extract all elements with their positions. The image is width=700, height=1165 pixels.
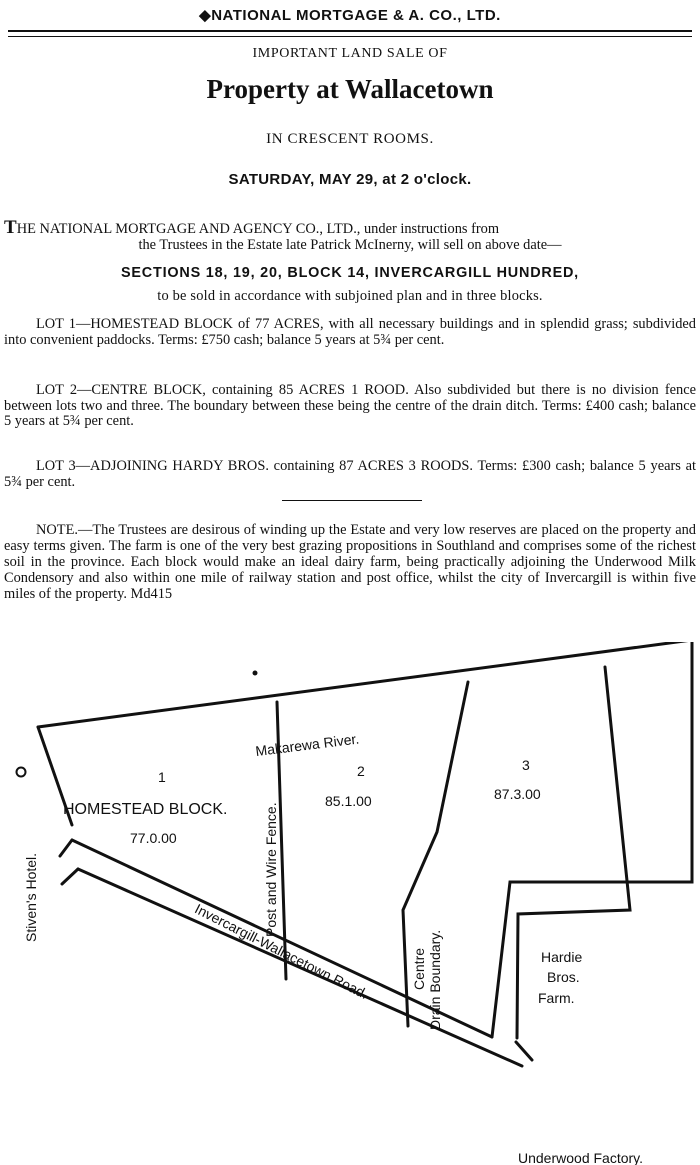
header-rule-thin [8, 36, 692, 37]
road-stub-upper [60, 840, 72, 856]
advertiser-name: NATIONAL MORTGAGE & A. CO., LTD. [211, 7, 501, 24]
hotel-label: Stiven's Hotel. [23, 852, 39, 942]
subjoined-line: to be sold in accordance with subjoined plan and in three blocks. [157, 288, 543, 304]
river-boundary-line [38, 642, 692, 727]
drain-label-line-2: Drain Boundary. [427, 929, 443, 1030]
hardie-label-2: Bros. [547, 969, 580, 985]
lot-3-area: 87.3.00 [494, 786, 541, 802]
lot-3-east-boundary [492, 642, 692, 1037]
property-plan-map [0, 642, 700, 1165]
lot-3-paragraph: LOT 3—ADJOINING HARDY BROS. containing 87 ACRES 3 ROODS. Terms: £300 cash; balance 5 years at 5¾ per cent. [4, 458, 696, 490]
fence-label: Post and Wire Fence. [263, 802, 279, 937]
header-rule-thick [8, 30, 692, 32]
factory-label: Underwood Factory. [518, 1150, 644, 1165]
intro-line-2: the Trustees in the Estate late Patrick McInerny, will sell on above date— [138, 236, 562, 253]
survey-dot-icon [253, 671, 258, 676]
river-label: Makarewa River. [254, 730, 361, 760]
drop-cap: T [4, 217, 17, 238]
ad-title: Property at Wallacetown [206, 74, 494, 104]
section-rule [282, 500, 422, 501]
drain-label-line-1: Centre [411, 947, 427, 990]
lot-1-number: 1 [158, 769, 166, 785]
ad-date: SATURDAY, MAY 29, at 2 o'clock. [228, 171, 472, 188]
lot-3-number: 3 [522, 757, 530, 773]
road-stub-lower [62, 869, 78, 884]
lot-1-area: 77.0.00 [130, 830, 177, 846]
hardie-label-1: Hardie [541, 949, 583, 965]
lot-1-name: HOMESTEAD BLOCK. [63, 801, 228, 818]
intro-line-1: HE NATIONAL MORTGAGE AND AGENCY CO., LTD., under instructions from [16, 221, 500, 237]
ad-venue: IN CRESCENT ROOMS. [266, 131, 434, 147]
lot-1-paragraph: LOT 1—HOMESTEAD BLOCK of 77 ACRES, with all necessary buildings and in splendid grass; subdivided into convenient paddocks. Terms: £750 cash; balance 5 years at 5¾ per cent. [4, 316, 696, 348]
ad-kicker: IMPORTANT LAND SALE OF [252, 46, 448, 61]
note-paragraph: NOTE.—The Trustees are desirous of winding up the Estate and very low reserves are placed on the property and easy terms given. The farm is one of the very best grazing propositions in Southland and comprises some of the richest soil in the province. Each block would make an ideal dairy farm, being practically adjoining the Underwood Milk Condensory and also within one mile of railway station and post office, whilst the city of Invercargill is within five miles of the property. Md415 [4, 522, 696, 602]
hardie-stub [516, 1042, 532, 1060]
hardie-label-3: Farm. [538, 990, 575, 1006]
lot-2-area: 85.1.00 [325, 793, 372, 809]
hotel-marker-icon [17, 768, 26, 777]
lot-2-number: 2 [357, 763, 365, 779]
intro-paragraph [4, 217, 696, 253]
plan-boundaries [38, 642, 692, 1066]
road-label: Invercargill-Wallacetown Road. [192, 900, 371, 1003]
newspaper-advertiser-header: ◆NATIONAL MORTGAGE & A. CO., LTD. [199, 7, 501, 24]
sections-heading: SECTIONS 18, 19, 20, BLOCK 14, INVERCARGILL HUNDRED, [121, 265, 579, 281]
lot-2-paragraph: LOT 2—CENTRE BLOCK, containing 85 ACRES 1 ROOD. Also subdivided but there is no division fence between lots two and three. The boundary between these being the centre of the drain ditch. Terms: £400 cash; balance 5 years at 5¾ per cent. [4, 382, 696, 429]
